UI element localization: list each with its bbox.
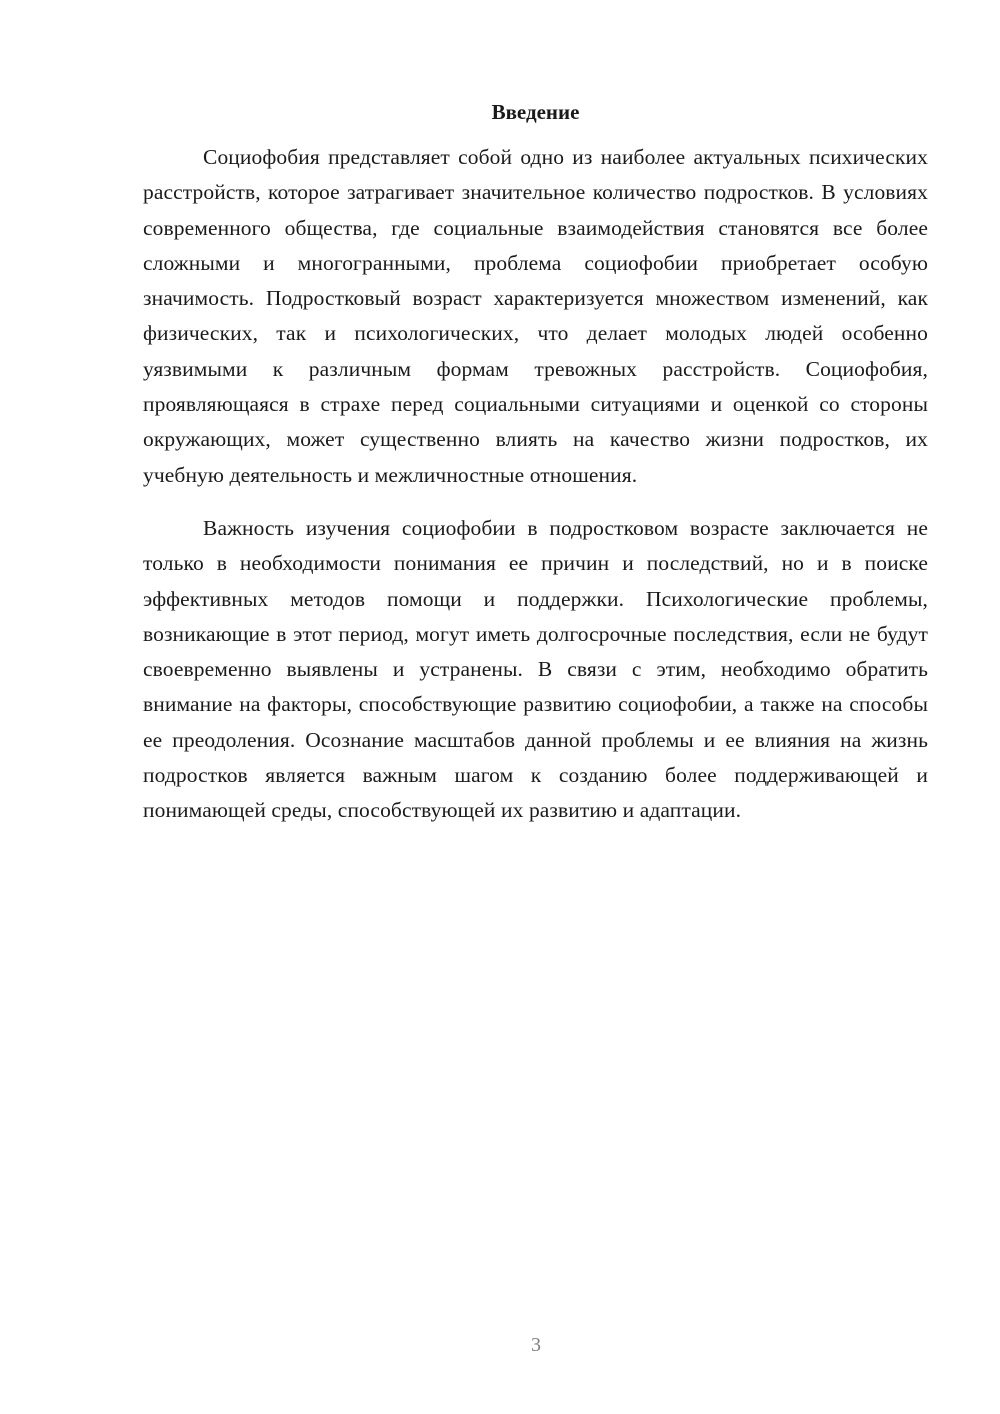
paragraph-2: Важность изучения социофобии в подростковом возрасте заключается не только в необходимости понимания ее причин и последствий, но и в поиске эффективных методов помощи и поддержки. Психологические проблемы, возникающие в этот период, могут иметь долгосрочные последствия, если не будут своевременно выявлены и устранены. В связи с этим, необходимо обратить внимание на факторы, способствующие развитию социофобии, а также на способы ее преодоления. Осознание масштабов данной проблемы и ее влияния на жизнь подростков является важным шагом к созданию более поддерживающей и понимающей среды, способствующей их развитию и адаптации. — [143, 515, 928, 823]
paragraph-1: Социофобия представляет собой одно из наиболее актуальных психических расстройств, которое затрагивает значительное количество подростков. В условиях современного общества, где социальные взаимодействия становятся все более сложными и многогранными, проблема социофобии приобретает особую значимость. Подростковый возраст характеризуется множеством изменений, как физических, так и психологических, что делает молодых людей особенно уязвимыми к различным формам тревожных расстройств. Социофобия, проявляющаяся в страхе перед социальными ситуациями и оценкой со стороны окружающих, может существенно влиять на качество жизни подростков, их учебную деятельность и межличностные отношения. — [143, 145, 928, 487]
page-number: 3 — [531, 1334, 541, 1356]
section-title: Введение — [491, 100, 580, 124]
page-content — [143, 96, 928, 829]
